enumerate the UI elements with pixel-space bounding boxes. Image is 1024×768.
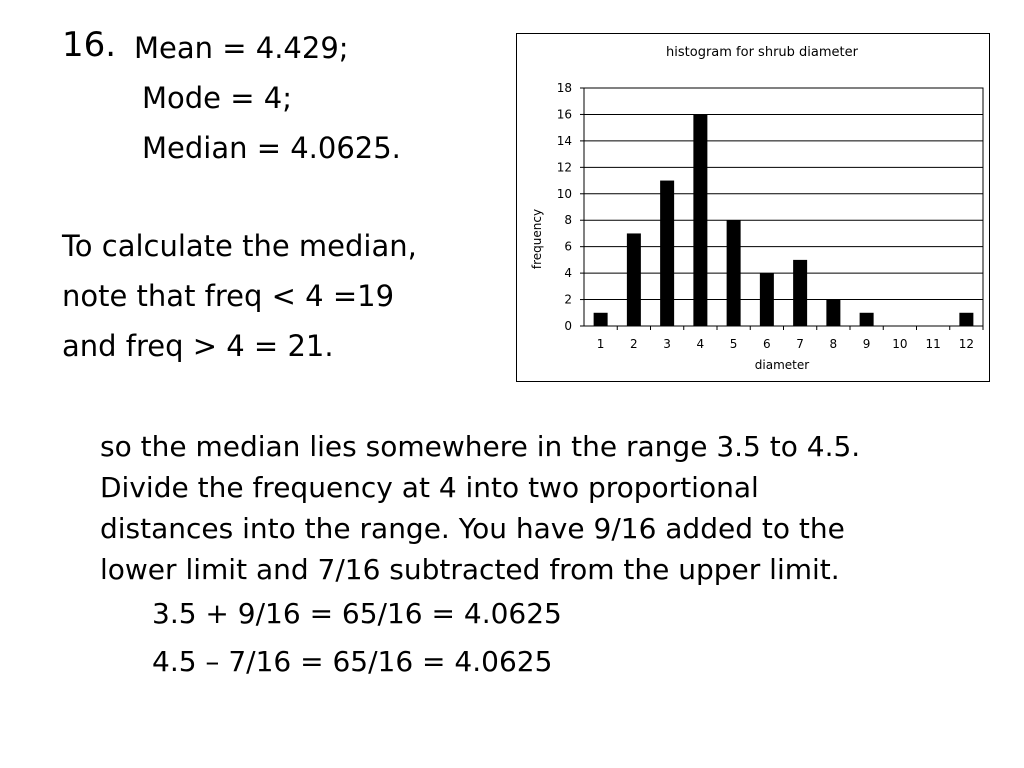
y-tick-label-2: 2 [564, 292, 572, 307]
y-tick-label-18: 18 [556, 81, 572, 95]
formula-lower: 3.5 + 9/16 = 65/16 = 4.0625 [152, 597, 562, 630]
bar-7 [793, 260, 807, 326]
problem-number: 16. [62, 25, 117, 65]
bar-3 [660, 181, 674, 326]
y-tick-label-8: 8 [564, 213, 572, 228]
histogram-chart [516, 33, 990, 382]
paragraph-line-3: distances into the range. You have 9/16 added to the [100, 512, 845, 545]
chart-y-axis-label: frequency [530, 208, 544, 270]
x-tick-label-3: 3 [663, 337, 671, 351]
x-tick-label-4: 4 [696, 337, 705, 351]
bar-9 [860, 313, 874, 326]
x-tick-label-10: 10 [892, 337, 908, 351]
x-tick-label-2: 2 [630, 337, 638, 351]
explanation-paragraph [100, 426, 990, 590]
y-tick-label-10: 10 [556, 186, 572, 201]
y-tick-label-6: 6 [564, 239, 572, 254]
explanation-line-1: To calculate the median, [62, 229, 417, 263]
median-text: Median = 4.0625. [142, 131, 401, 165]
x-tick-label-12: 12 [958, 337, 975, 351]
bar-5 [727, 220, 741, 326]
bar-8 [826, 300, 840, 326]
explanation-line-3: and freq > 4 = 21. [62, 329, 334, 363]
bar-1 [594, 313, 608, 326]
x-tick-label-5: 5 [729, 337, 738, 351]
x-tick-label-11: 11 [925, 337, 941, 351]
plot-frame [584, 88, 983, 326]
bar-2 [627, 233, 641, 326]
bar-6 [760, 273, 774, 326]
paragraph-line-4: lower limit and 7/16 subtracted from the upper limit. [100, 553, 840, 586]
x-tick-label-9: 9 [862, 337, 871, 351]
explanation-line-2: note that freq < 4 =19 [62, 279, 395, 313]
bar-4 [693, 114, 707, 326]
y-tick-label-4: 4 [564, 266, 572, 281]
x-tick-label-1: 1 [596, 337, 605, 351]
y-tick-label-14: 14 [556, 133, 572, 148]
chart-title: histogram for shrub diameter [666, 45, 858, 60]
x-tick-label-6: 6 [763, 337, 771, 351]
y-tick-label-16: 16 [556, 107, 572, 122]
paragraph-line-2: Divide the frequency at 4 into two proportional [100, 471, 759, 504]
paragraph-line-1: so the median lies somewhere in the range 3.5 to 4.5. [100, 430, 861, 463]
mean-text: Mean = 4.429; [134, 31, 349, 65]
x-tick-label-8: 8 [829, 337, 838, 351]
y-tick-label-0: 0 [564, 319, 572, 333]
formula-upper: 4.5 – 7/16 = 65/16 = 4.0625 [152, 645, 553, 678]
chart-x-axis-label: diameter [754, 358, 810, 372]
mode-text: Mode = 4; [142, 81, 292, 115]
y-tick-label-12: 12 [556, 160, 572, 175]
bar-12 [959, 313, 973, 326]
histogram-svg [517, 34, 989, 381]
x-tick-label-7: 7 [796, 337, 804, 351]
